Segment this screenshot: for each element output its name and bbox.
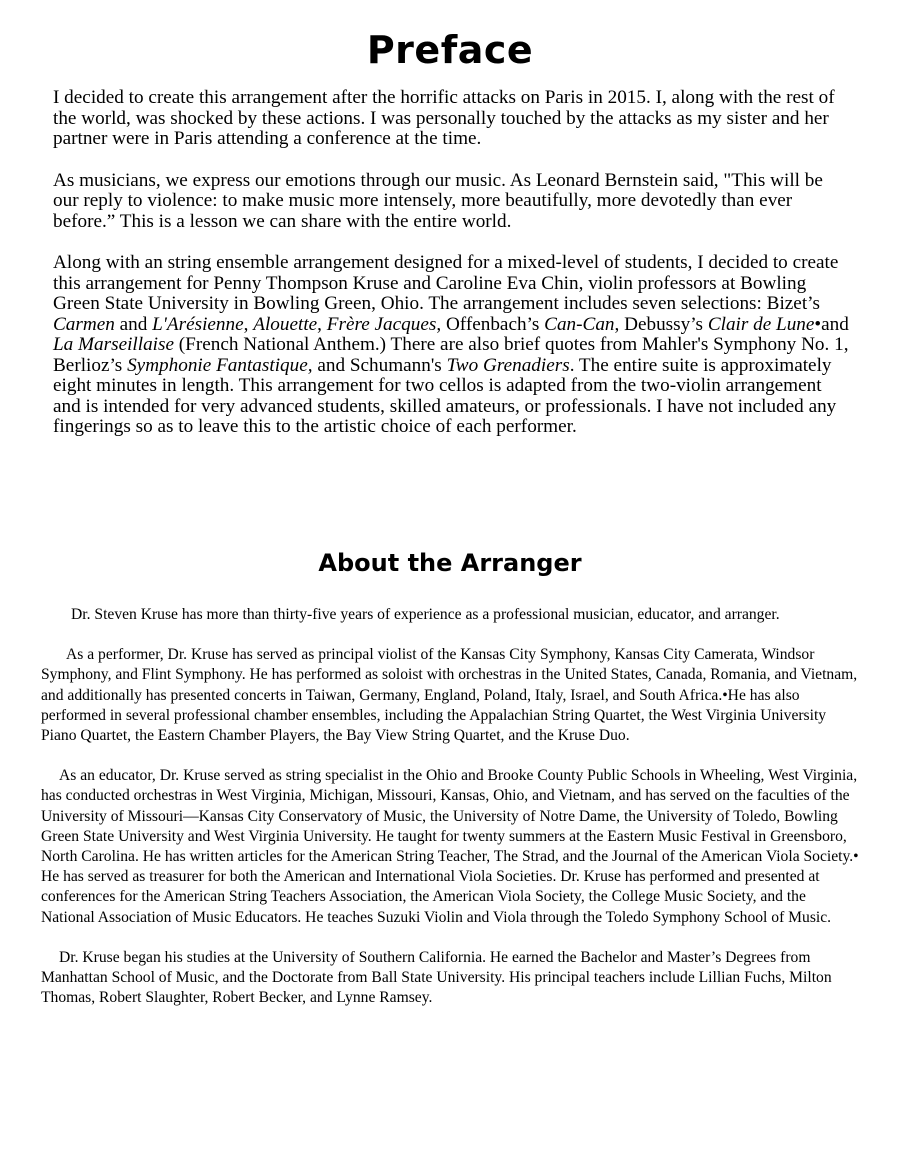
work-title: Can-Can (544, 313, 615, 335)
preface-text: Along with an string ensemble arrangement designed for a mixed-level of students, I decided to create this arrangement for Penny Thompson Kruse and Caroline Eva Chin, violin professors at Bowling Green State University in Bowling Green, Ohio. The arrangement includes seven selections: Bizet’s (53, 252, 839, 314)
preface-text: and Schumann's (312, 354, 447, 376)
preface-text: •and (814, 313, 849, 335)
about-paragraph-1: Dr. Steven Kruse has more than thirty-five years of experience as a professional musician, educator, and arranger. (71, 606, 780, 623)
page-title: Preface (366, 28, 534, 72)
preface-text: , Debussy’s (614, 313, 708, 335)
about-section (41, 605, 863, 1028)
about-paragraph-3: As an educator, Dr. Kruse served as string specialist in the Ohio and Brooke County Public Schools in Wheeling, West Virginia, has conducted orchestras in West Virginia, Michigan, Missouri, Kansas, Ohio, and Vietnam, and has served on the faculties of the University of Missouri—Kansas City Conservatory of Music, the University of Notre Dame, the University of Toledo, Bowling Green State University and West Virginia University. He taught for twenty summers at the Eastern Music Festival in Greensboro, North Carolina. He has written articles for the American String Teacher, The Strad, and the Journal of the American Viola Society.• He has served as treasurer for both the American and International Viola Societies. Dr. Kruse has performed and presented at conferences for the American String Teachers Association, the American Viola Society, the College Music Society, and the National Association of Music Educators. He teaches Suzuki Violin and Viola through the Toledo Symphony School of Music. (41, 767, 859, 926)
preface-text: (French National Anthem.) There are also brief quotes from Mahler's Symphony No. 1, Berlioz’s (53, 334, 849, 376)
preface-text: . The entire suite is approximately eight minutes in length. This arrangement for two cellos is adapted from the two-violin arrangement and is intended for very advanced students, skilled amateurs, or professionals. I have not included any fingerings so as to leave this to the artistic choice of each performer. (53, 354, 837, 437)
preface-paragraph-3 (53, 253, 853, 438)
preface-text: and (114, 313, 153, 335)
about-paragraph-4: Dr. Kruse began his studies at the University of Southern California. He earned the Bachelor and Master’s Degrees from Manhattan School of Music, and the Doctorate from Ball State University. His principal teachers include Lillian Fuchs, Milton Thomas, Robert Slaughter, Robert Becker, and Lynne Ramsey. (41, 948, 832, 1007)
work-title: Frère Jacques (326, 313, 437, 335)
preface-paragraph-1: I decided to create this arrangement after the horrific attacks on Paris in 2015. I, along with the rest of the world, was shocked by these actions. I was personally touched by the attacks as my sister and her partner were in Paris attending a conference at the time. (53, 87, 835, 149)
work-title: La Marseillaise (53, 334, 174, 355)
work-title: Symphonie Fantastique, (127, 354, 313, 376)
preface-text: , Offenbach’s (436, 313, 545, 335)
work-title: Alouette (253, 313, 318, 335)
preface-text: , (317, 313, 327, 335)
about-heading: About the Arranger (318, 549, 582, 577)
preface-text: , (243, 313, 254, 335)
preface-section (53, 88, 853, 459)
work-title: Two Grenadiers (446, 354, 570, 376)
about-paragraph-2: As a performer, Dr. Kruse has served as principal violist of the Kansas City Symphony, Kansas City Camerata, Windsor Symphony, and Flint Symphony. He has performed as soloist with orchestras in the United States, Canada, Romania, and Vietnam, and additionally has presented concerts in Taiwan, Germany, England, Poland, Italy, Israel, and South Africa.•He has also performed in several professional chamber ensembles, including the Appalachian String Quartet, the West Virginia University Piano Quartet, the Eastern Chamber Players, the Bay View String Quartet, and the Kruse Duo. (41, 646, 858, 745)
preface-paragraph-2: As musicians, we express our emotions through our music. As Leonard Bernstein said, "This will be our reply to violence: to make music more intensely, more beautifully, more devotedly than ever before.” This is a lesson we can share with the entire world. (53, 169, 823, 232)
work-title: Carmen (53, 313, 115, 335)
work-title: L'Arésienne (152, 313, 244, 335)
work-title: Clair de Lune (707, 313, 815, 335)
